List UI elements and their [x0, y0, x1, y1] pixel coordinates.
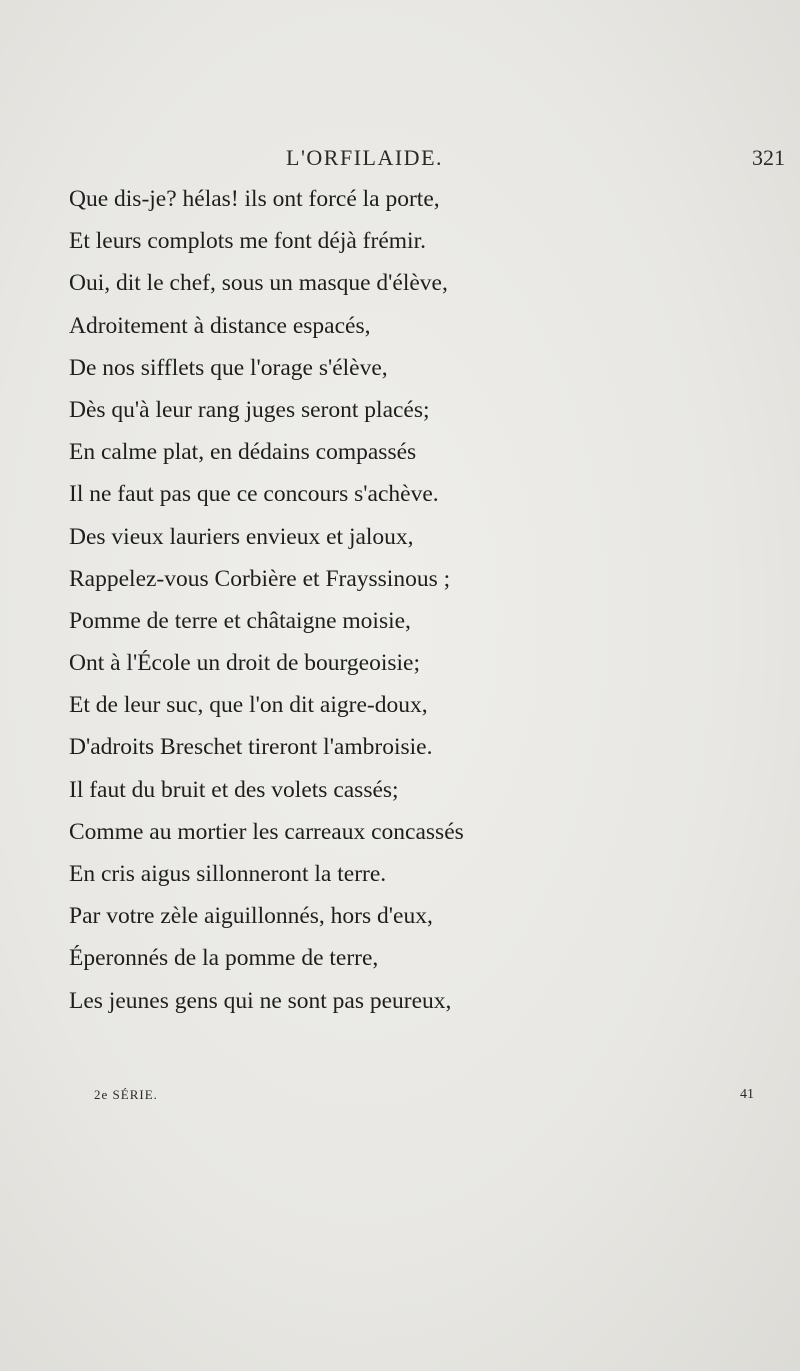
signature-mark: 2e SÉRIE.: [94, 1087, 158, 1102]
running-head: [0, 145, 800, 175]
verse-line: Éperonnés de la pomme de terre,: [69, 945, 379, 972]
verse-line: Et de leur suc, que l'on dit aigre-doux,: [69, 692, 428, 719]
page-footer: [0, 1087, 800, 1109]
verse-line: Par votre zèle aiguillonnés, hors d'eux,: [69, 903, 433, 930]
verse-line: Les jeunes gens qui ne sont pas peureux,: [69, 987, 452, 1014]
verse-line: Comme au mortier les carreaux concassés: [69, 818, 464, 845]
verse-line: De nos sifflets que l'orage s'élève,: [69, 354, 388, 381]
verse-line: Que dis-je? hélas! ils ont forcé la porte,: [69, 186, 440, 212]
verse-line: Pomme de terre et châtaigne moisie,: [69, 607, 411, 634]
verse-line: Oui, dit le chef, sous un masque d'élève,: [69, 270, 448, 297]
verse-line: D'adroits Breschet tireront l'ambroisie.: [69, 734, 433, 761]
verse-line: Ont à l'École un droit de bourgeoisie;: [69, 650, 420, 677]
verse-line: Adroitement à distance espacés,: [69, 312, 371, 339]
verse-line: Des vieux lauriers envieux et jaloux,: [69, 523, 414, 550]
verse-line: Il ne faut pas que ce concours s'achève.: [69, 481, 439, 508]
running-title: L'ORFILAIDE.: [286, 145, 444, 170]
verse-line: Rappelez-vous Corbière et Frayssinous ;: [69, 565, 451, 592]
verse-line: En calme plat, en dédains compassés: [69, 439, 417, 466]
verse-line: Dès qu'à leur rang juges seront placés;: [69, 396, 430, 423]
verse-line: En cris aigus sillonneront la terre.: [69, 861, 387, 887]
verse-line: Et leurs complots me font déjà frémir.: [69, 228, 426, 255]
poem-text: [69, 178, 464, 1022]
verse-line: Il faut du bruit et des volets cassés;: [69, 776, 399, 803]
sheet-number: 41: [740, 1087, 754, 1102]
page-number: 321: [752, 145, 785, 170]
